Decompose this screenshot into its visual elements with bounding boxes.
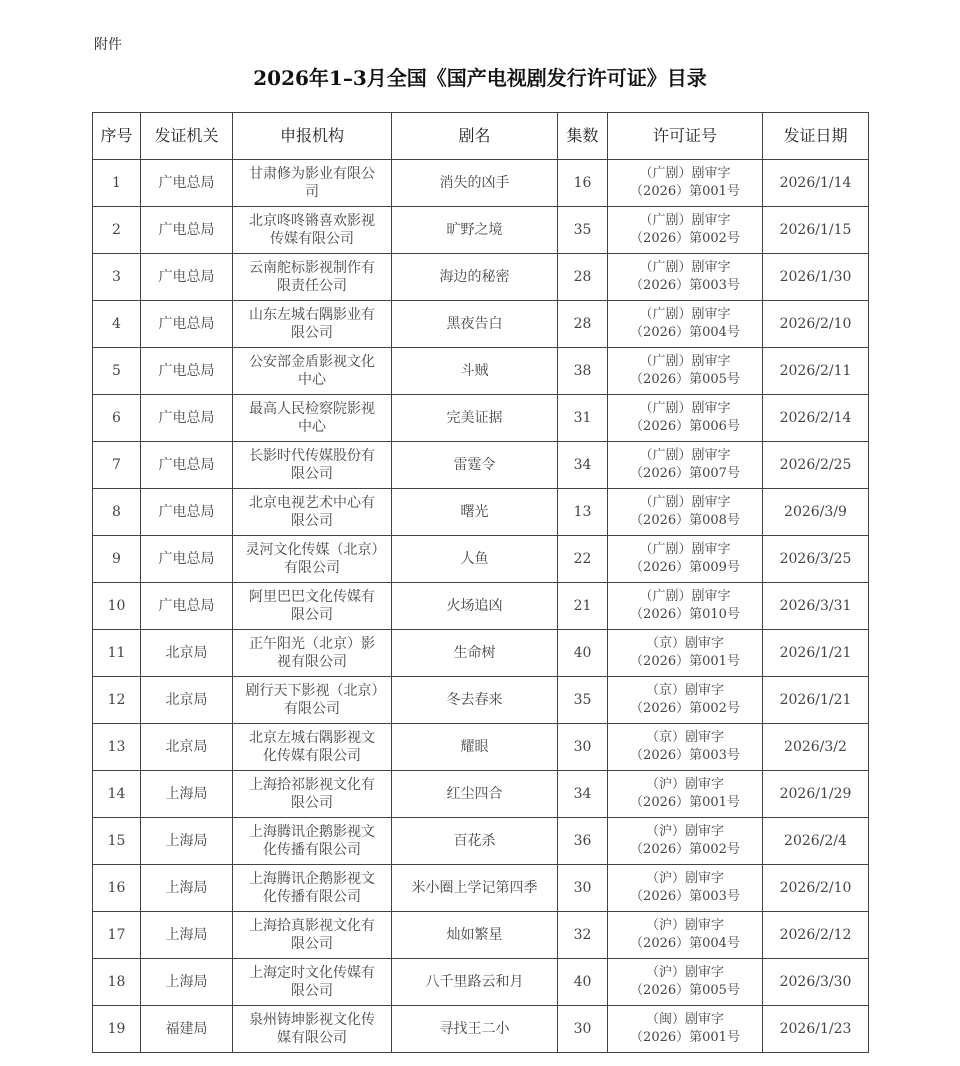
cell-license	[608, 207, 763, 254]
cell-org: 上海腾讯企鹅影视文化传播有限公司	[233, 865, 392, 912]
license-line: （2026）第007号	[630, 466, 740, 481]
cell-drama: 人鱼	[392, 536, 558, 583]
license-line: （2026）第009号	[630, 560, 740, 575]
cell-authority: 广电总局	[141, 395, 233, 442]
cell-no: 14	[93, 771, 141, 818]
table-row	[93, 536, 869, 583]
attachment-label: 附件	[94, 37, 122, 53]
cell-license	[608, 724, 763, 771]
cell-date: 2026/1/30	[763, 254, 869, 301]
cell-drama: 海边的秘密	[392, 254, 558, 301]
header-authority: 发证机关	[141, 113, 233, 160]
license-line: （沪）剧审字	[645, 871, 724, 886]
cell-authority: 广电总局	[141, 160, 233, 207]
cell-episodes: 16	[558, 160, 608, 207]
license-line: （2026）第003号	[630, 748, 740, 763]
cell-no: 10	[93, 583, 141, 630]
cell-episodes: 31	[558, 395, 608, 442]
license-line: （广剧）剧审字	[639, 401, 731, 416]
license-line: （京）剧审字	[645, 683, 724, 698]
cell-date: 2026/3/30	[763, 959, 869, 1006]
cell-no: 16	[93, 865, 141, 912]
cell-authority: 广电总局	[141, 489, 233, 536]
cell-episodes: 34	[558, 771, 608, 818]
cell-drama: 八千里路云和月	[392, 959, 558, 1006]
cell-license	[608, 865, 763, 912]
cell-org: 长影时代传媒股份有限公司	[233, 442, 392, 489]
license-line: （2026）第001号	[630, 795, 740, 810]
cell-org: 剧行天下影视（北京）有限公司	[233, 677, 392, 724]
cell-org: 上海拾真影视文化有限公司	[233, 912, 392, 959]
cell-authority: 北京局	[141, 630, 233, 677]
cell-license	[608, 301, 763, 348]
cell-date: 2026/1/21	[763, 630, 869, 677]
cell-date: 2026/3/25	[763, 536, 869, 583]
cell-date: 2026/3/2	[763, 724, 869, 771]
cell-license	[608, 959, 763, 1006]
license-line: （2026）第003号	[630, 889, 740, 904]
header-no: 序号	[93, 113, 141, 160]
header-org: 申报机构	[233, 113, 392, 160]
license-line: （2026）第008号	[630, 513, 740, 528]
cell-license	[608, 442, 763, 489]
table-row	[93, 630, 869, 677]
cell-org: 上海拾祁影视文化有限公司	[233, 771, 392, 818]
license-line: （2026）第010号	[630, 607, 740, 622]
cell-drama: 斗贼	[392, 348, 558, 395]
header-drama: 剧名	[392, 113, 558, 160]
cell-authority: 广电总局	[141, 536, 233, 583]
cell-date: 2026/1/15	[763, 207, 869, 254]
cell-authority: 广电总局	[141, 301, 233, 348]
cell-org: 山东左城右隅影业有限公司	[233, 301, 392, 348]
cell-date: 2026/1/14	[763, 160, 869, 207]
cell-episodes: 32	[558, 912, 608, 959]
table-row	[93, 160, 869, 207]
cell-drama: 完美证据	[392, 395, 558, 442]
license-line: （广剧）剧审字	[639, 354, 731, 369]
cell-drama: 灿如繁星	[392, 912, 558, 959]
cell-date: 2026/1/21	[763, 677, 869, 724]
cell-license	[608, 1006, 763, 1053]
cell-license	[608, 160, 763, 207]
document-title: 2026年1–3月全国《国产电视剧发行许可证》目录	[253, 66, 707, 90]
license-table	[92, 112, 869, 1053]
cell-episodes: 30	[558, 724, 608, 771]
license-line: （沪）剧审字	[645, 824, 724, 839]
cell-license	[608, 395, 763, 442]
cell-drama: 火场追凶	[392, 583, 558, 630]
license-line: （2026）第004号	[630, 325, 740, 340]
table-row	[93, 818, 869, 865]
cell-episodes: 21	[558, 583, 608, 630]
license-line: （广剧）剧审字	[639, 213, 731, 228]
cell-license	[608, 912, 763, 959]
cell-no: 17	[93, 912, 141, 959]
cell-episodes: 28	[558, 301, 608, 348]
table-row	[93, 912, 869, 959]
cell-authority: 上海局	[141, 959, 233, 1006]
cell-drama: 雷霆令	[392, 442, 558, 489]
cell-no: 8	[93, 489, 141, 536]
cell-org: 泉州铸坤影视文化传媒有限公司	[233, 1006, 392, 1053]
cell-no: 7	[93, 442, 141, 489]
table-row	[93, 395, 869, 442]
cell-episodes: 35	[558, 207, 608, 254]
license-line: （2026）第002号	[630, 842, 740, 857]
cell-authority: 广电总局	[141, 348, 233, 395]
cell-no: 4	[93, 301, 141, 348]
cell-date: 2026/2/12	[763, 912, 869, 959]
license-line: （2026）第001号	[630, 1030, 740, 1045]
license-line: （广剧）剧审字	[639, 307, 731, 322]
cell-org: 灵河文化传媒（北京）有限公司	[233, 536, 392, 583]
cell-episodes: 35	[558, 677, 608, 724]
cell-date: 2026/2/25	[763, 442, 869, 489]
table-row	[93, 489, 869, 536]
cell-license	[608, 489, 763, 536]
table-row	[93, 771, 869, 818]
cell-drama: 黑夜告白	[392, 301, 558, 348]
table-header-row	[93, 113, 869, 160]
cell-drama: 曙光	[392, 489, 558, 536]
cell-license	[608, 771, 763, 818]
cell-drama: 米小圈上学记第四季	[392, 865, 558, 912]
cell-drama: 百花杀	[392, 818, 558, 865]
license-line: （广剧）剧审字	[639, 542, 731, 557]
cell-no: 11	[93, 630, 141, 677]
header-date: 发证日期	[763, 113, 869, 160]
cell-authority: 广电总局	[141, 583, 233, 630]
cell-authority: 上海局	[141, 771, 233, 818]
cell-authority: 福建局	[141, 1006, 233, 1053]
cell-date: 2026/3/31	[763, 583, 869, 630]
license-line: （沪）剧审字	[645, 965, 724, 980]
cell-authority: 上海局	[141, 912, 233, 959]
cell-license	[608, 536, 763, 583]
license-line: （2026）第005号	[630, 983, 740, 998]
cell-license	[608, 254, 763, 301]
table-row	[93, 254, 869, 301]
cell-date: 2026/2/10	[763, 865, 869, 912]
cell-no: 9	[93, 536, 141, 583]
cell-org: 上海腾讯企鹅影视文化传播有限公司	[233, 818, 392, 865]
license-line: （2026）第006号	[630, 419, 740, 434]
license-line: （2026）第002号	[630, 231, 740, 246]
license-line: （2026）第001号	[630, 654, 740, 669]
cell-no: 18	[93, 959, 141, 1006]
table-row	[93, 207, 869, 254]
cell-license	[608, 818, 763, 865]
cell-authority: 北京局	[141, 677, 233, 724]
cell-date: 2026/2/14	[763, 395, 869, 442]
cell-episodes: 40	[558, 959, 608, 1006]
license-line: （广剧）剧审字	[639, 448, 731, 463]
cell-no: 5	[93, 348, 141, 395]
cell-no: 13	[93, 724, 141, 771]
cell-org: 公安部金盾影视文化中心	[233, 348, 392, 395]
table-row	[93, 724, 869, 771]
cell-episodes: 13	[558, 489, 608, 536]
cell-no: 6	[93, 395, 141, 442]
cell-date: 2026/2/10	[763, 301, 869, 348]
cell-episodes: 36	[558, 818, 608, 865]
license-line: （京）剧审字	[645, 730, 724, 745]
cell-authority: 上海局	[141, 865, 233, 912]
license-line: （广剧）剧审字	[639, 166, 731, 181]
cell-authority: 广电总局	[141, 254, 233, 301]
cell-episodes: 40	[558, 630, 608, 677]
cell-episodes: 34	[558, 442, 608, 489]
cell-drama: 耀眼	[392, 724, 558, 771]
cell-no: 15	[93, 818, 141, 865]
license-line: （沪）剧审字	[645, 918, 724, 933]
table-row	[93, 1006, 869, 1053]
cell-license	[608, 677, 763, 724]
cell-drama: 红尘四合	[392, 771, 558, 818]
license-line: （广剧）剧审字	[639, 589, 731, 604]
cell-date: 2026/2/4	[763, 818, 869, 865]
license-line: （2026）第003号	[630, 278, 740, 293]
cell-authority: 上海局	[141, 818, 233, 865]
license-line: （2026）第001号	[630, 184, 740, 199]
license-line: （广剧）剧审字	[639, 495, 731, 510]
table-row	[93, 865, 869, 912]
cell-drama: 旷野之境	[392, 207, 558, 254]
table-row	[93, 348, 869, 395]
license-line: （2026）第005号	[630, 372, 740, 387]
header-license: 许可证号	[608, 113, 763, 160]
license-line: （广剧）剧审字	[639, 260, 731, 275]
cell-authority: 广电总局	[141, 442, 233, 489]
cell-date: 2026/2/11	[763, 348, 869, 395]
cell-drama: 生命树	[392, 630, 558, 677]
header-episodes: 集数	[558, 113, 608, 160]
cell-org: 上海定时文化传媒有限公司	[233, 959, 392, 1006]
table-row	[93, 583, 869, 630]
cell-no: 3	[93, 254, 141, 301]
cell-org: 正午阳光（北京）影视有限公司	[233, 630, 392, 677]
cell-authority: 北京局	[141, 724, 233, 771]
cell-drama: 寻找王二小	[392, 1006, 558, 1053]
cell-no: 1	[93, 160, 141, 207]
cell-org: 北京左城右隅影视文化传媒有限公司	[233, 724, 392, 771]
cell-no: 2	[93, 207, 141, 254]
cell-date: 2026/1/29	[763, 771, 869, 818]
cell-episodes: 38	[558, 348, 608, 395]
cell-license	[608, 348, 763, 395]
cell-org: 最高人民检察院影视中心	[233, 395, 392, 442]
cell-license	[608, 630, 763, 677]
license-line: （沪）剧审字	[645, 777, 724, 792]
cell-authority: 广电总局	[141, 207, 233, 254]
cell-episodes: 28	[558, 254, 608, 301]
cell-no: 19	[93, 1006, 141, 1053]
table-row	[93, 442, 869, 489]
cell-date: 2026/1/23	[763, 1006, 869, 1053]
license-line: （2026）第002号	[630, 701, 740, 716]
cell-no: 12	[93, 677, 141, 724]
table-row	[93, 959, 869, 1006]
table-row	[93, 301, 869, 348]
cell-drama: 冬去春来	[392, 677, 558, 724]
license-line: （2026）第004号	[630, 936, 740, 951]
cell-episodes: 30	[558, 865, 608, 912]
cell-org: 云南舵标影视制作有限责任公司	[233, 254, 392, 301]
cell-org: 甘肃修为影业有限公司	[233, 160, 392, 207]
cell-episodes: 22	[558, 536, 608, 583]
table-row	[93, 677, 869, 724]
cell-org: 北京咚咚锵喜欢影视传媒有限公司	[233, 207, 392, 254]
license-line: （闽）剧审字	[645, 1012, 724, 1027]
cell-date: 2026/3/9	[763, 489, 869, 536]
cell-license	[608, 583, 763, 630]
cell-episodes: 30	[558, 1006, 608, 1053]
cell-org: 北京电视艺术中心有限公司	[233, 489, 392, 536]
cell-drama: 消失的凶手	[392, 160, 558, 207]
cell-org: 阿里巴巴文化传媒有限公司	[233, 583, 392, 630]
license-line: （京）剧审字	[645, 636, 724, 651]
